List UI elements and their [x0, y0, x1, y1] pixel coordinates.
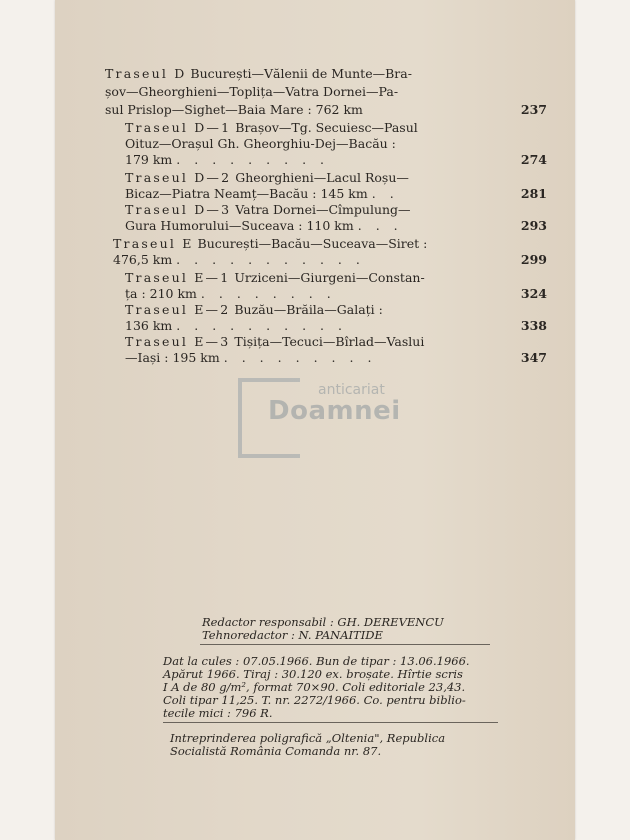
- toc-entry-e-line-1: Traseul E București—Bacău—Suceava—Siret :: [113, 236, 428, 251]
- toc-entry-d3-line-2: Gura Humorului—Suceava : 110 km ...: [125, 218, 412, 233]
- credit-redactor: Redactor responsabil : GH. DEREVENCU: [202, 615, 444, 629]
- print-info-line-2: Apărut 1966. Tiraj : 30.120 ex. broșate. Hîrtie scris: [163, 667, 463, 681]
- printer-line-1: Intreprinderea poligrafică „Oltenia", Republica: [170, 731, 446, 745]
- toc-entry-e3-line-1: Traseul E—3 Tișița—Tecuci—Bîrlad—Vaslui: [125, 334, 425, 349]
- watermark-big-text: Doamnei: [268, 396, 401, 426]
- toc-entry-d2-line-2: Bicaz—Piatra Neamț—Bacău : 145 km ..: [125, 186, 408, 201]
- toc-entry-d-line-3: sul Prislop—Sighet—Baia Mare : 762 km: [105, 102, 363, 117]
- toc-page-e: 299: [520, 252, 547, 267]
- watermark-logo: [238, 378, 428, 464]
- toc-page-d: 237: [520, 102, 547, 117]
- toc-entry-e-line-2: 476,5 km ...........: [113, 252, 374, 267]
- toc-entry-d3-line-1: Traseul D—3 Vatra Dornei—Cîmpulung—: [125, 202, 411, 217]
- toc-entry-e2-line-1: Traseul E—2 Buzău—Brăila—Galați :: [125, 302, 383, 317]
- toc-entry-d1-line-2: Oituz—Orașul Gh. Gheorghiu-Dej—Bacău :: [125, 136, 396, 151]
- print-info-line-3: I A de 80 g/m², format 70×90. Coli editoriale 23,43.: [163, 680, 466, 694]
- print-info-line-5: tecile mici : 796 R.: [163, 706, 273, 720]
- toc-entry-d-line-2: șov—Gheorghieni—Toplița—Vatra Dornei—Pa-: [105, 84, 399, 99]
- toc-page-d1: 274: [520, 152, 547, 167]
- toc-page-e3: 347: [520, 350, 547, 365]
- toc-entry-d1-line-3: 179 km .........: [125, 152, 339, 167]
- credit-tehnoredactor: Tehnoredactor : N. PANAITIDE: [202, 628, 383, 642]
- toc-entry-e1-line-1: Traseul E—1 Urziceni—Giurgeni—Constan-: [125, 270, 425, 285]
- print-info-line-1: Dat la cules : 07.05.1966. Bun de tipar : 13.06.1966.: [163, 654, 470, 668]
- divider: [200, 644, 490, 645]
- toc-page-e2: 338: [520, 318, 547, 333]
- watermark-small-text: anticariat: [318, 382, 385, 398]
- toc-page-e1: 324: [520, 286, 547, 301]
- toc-entry-e2-line-2: 136 km ..........: [125, 318, 356, 333]
- toc-page-d3: 293: [520, 218, 547, 233]
- divider: [163, 722, 498, 723]
- toc-page-d2: 281: [520, 186, 547, 201]
- book-page: [55, 0, 575, 840]
- toc-entry-e3-line-2: —Iași : 195 km .........: [125, 350, 386, 365]
- toc-entry-e1-line-2: ța : 210 km ........: [125, 286, 345, 301]
- toc-entry-d1-line-1: Traseul D—1 Brașov—Tg. Secuiesc—Pasul: [125, 120, 418, 135]
- toc-entry-d2-line-1: Traseul D—2 Gheorghieni—Lacul Roșu—: [125, 170, 409, 185]
- toc-entry-d-line-1: Traseul D București—Vălenii de Munte—Bra-: [105, 66, 412, 81]
- print-info-line-4: Coli tipar 11,25. T. nr. 2272/1966. Co. pentru biblio-: [163, 693, 466, 707]
- printer-line-2: Socialistă România Comanda nr. 87.: [170, 744, 382, 758]
